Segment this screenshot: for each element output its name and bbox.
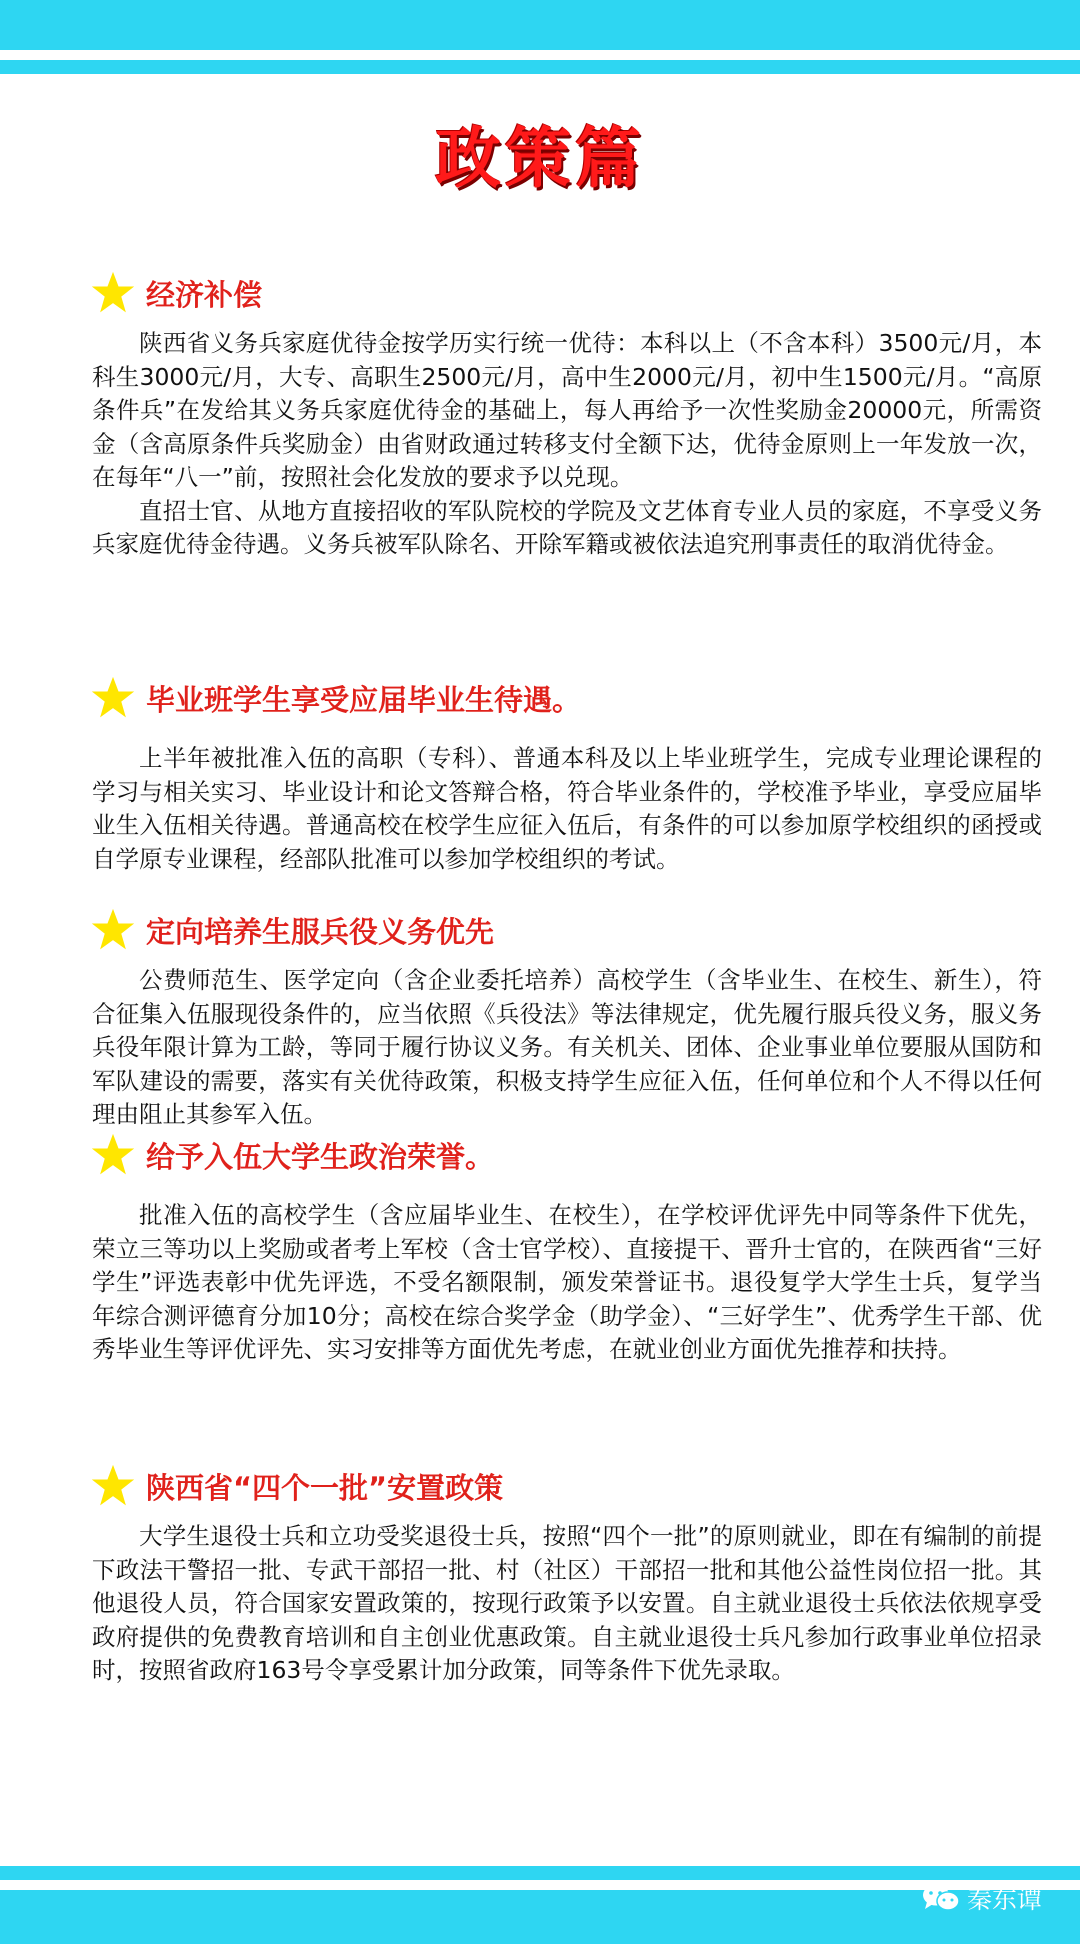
star-icon [90, 675, 136, 721]
section-political-honor [92, 1127, 1042, 1367]
section-economic-compensation [92, 265, 1042, 562]
section-header [92, 1458, 1042, 1514]
star-icon [90, 270, 136, 316]
top-band [0, 0, 1080, 50]
top-stripe [0, 60, 1080, 74]
section-directed-training-priority [92, 902, 1042, 1132]
bottom-band [0, 1890, 1080, 1944]
star-icon [90, 1463, 136, 1509]
section-placement-policy [92, 1458, 1042, 1688]
star-icon [90, 907, 136, 953]
section-body [92, 1199, 1042, 1367]
section-body [92, 742, 1042, 876]
paragraph: 直招士官、从地方直接招收的军队院校的学院及文艺体育专业人员的家庭，不享受义务兵家庭优待金待遇。义务兵被军队除名、开除军籍或被依法追究刑事责任的取消优待金。 [92, 496, 1042, 558]
section-header [92, 1127, 1042, 1183]
bottom-stripe [0, 1866, 1080, 1880]
section-header [92, 265, 1042, 321]
section-heading: 陕西省“四个一批”安置政策 [146, 1470, 504, 1505]
paragraph: 陕西省义务兵家庭优待金按学历实行统一优待：本科以上（不含本科）3500元/月，本科生3000元/月，大专、高职生2500元/月，高中生2000元/月，初中生1500元/月。“高原条件兵”在发给其义务兵家庭优待金的基础上，每人再给予一次性奖励金20000元，所需资金（含高原条件兵奖励金）由省财政通过转移支付全额下达，优待金原则上一年发放一次，在每年“八一”前，按照社会化发放的要求予以兑现。 [92, 329, 1042, 491]
watermark-text: 秦东谭 [966, 1885, 1042, 1914]
star-icon [90, 1132, 136, 1178]
section-graduate-treatment [92, 670, 1042, 876]
paragraph: 公费师范生、医学定向（含企业委托培养）高校学生（含毕业生、在校生、新生），符合征集入伍服现役条件的，应当依照《兵役法》等法律规定，优先履行服兵役义务，服义务兵役年限计算为工龄，等同于履行协议义务。有关机关、团体、企业事业单位要服从国防和军队建设的需要，落实有关优待政策，积极支持学生应征入伍，任何单位和个人不得以任何理由阻止其参军入伍。 [92, 966, 1042, 1128]
section-heading: 毕业班学生享受应届毕业生待遇。 [146, 682, 582, 717]
section-body [92, 964, 1042, 1132]
wechat-icon [921, 1882, 961, 1914]
section-header [92, 902, 1042, 958]
section-heading: 经济补偿 [146, 277, 263, 312]
paragraph: 批准入伍的高校学生（含应届毕业生、在校生），在学校评优评先中同等条件下优先，荣立三等功以上奖励或者考上军校（含士官学校）、直接提干、晋升士官的，在陕西省“三好学生”评选表彰中优先评选，不受名额限制，颁发荣誉证书。退役复学大学生士兵，复学当年综合测评德育分加10分；高校在综合奖学金（助学金）、“三好学生”、优秀学生干部、优秀毕业生等评优评先、实习安排等方面优先考虑，在就业创业方面优先推荐和扶持。 [92, 1201, 1042, 1363]
section-heading: 给予入伍大学生政治荣誉。 [146, 1139, 495, 1174]
section-header [92, 670, 1042, 726]
page-title: 政策篇 [435, 120, 645, 197]
section-heading: 定向培养生服兵役义务优先 [146, 914, 495, 949]
paragraph: 大学生退役士兵和立功受奖退役士兵，按照“四个一批”的原则就业，即在有编制的前提下政法干警招一批、专武干部招一批、村（社区）干部招一批和其他公益性岗位招一批。其他退役人员，符合国家安置政策的，按现行政策予以安置。自主就业退役士兵依法依规享受政府提供的免费教育培训和自主创业优惠政策。自主就业退役士兵凡参加行政事业单位招录时，按照省政府163号令享受累计加分政策，同等条件下优先录取。 [92, 1522, 1042, 1684]
section-body [92, 327, 1042, 562]
section-body [92, 1520, 1042, 1688]
paragraph: 上半年被批准入伍的高职（专科）、普通本科及以上毕业班学生，完成专业理论课程的学习与相关实习、毕业设计和论文答辩合格，符合毕业条件的，学校准予毕业，享受应届毕业生入伍相关待遇。普通高校在校学生应征入伍后，有条件的可以参加原学校组织的函授或自学原专业课程，经部队批准可以参加学校组织的考试。 [92, 744, 1042, 873]
watermark [921, 1878, 1042, 1918]
